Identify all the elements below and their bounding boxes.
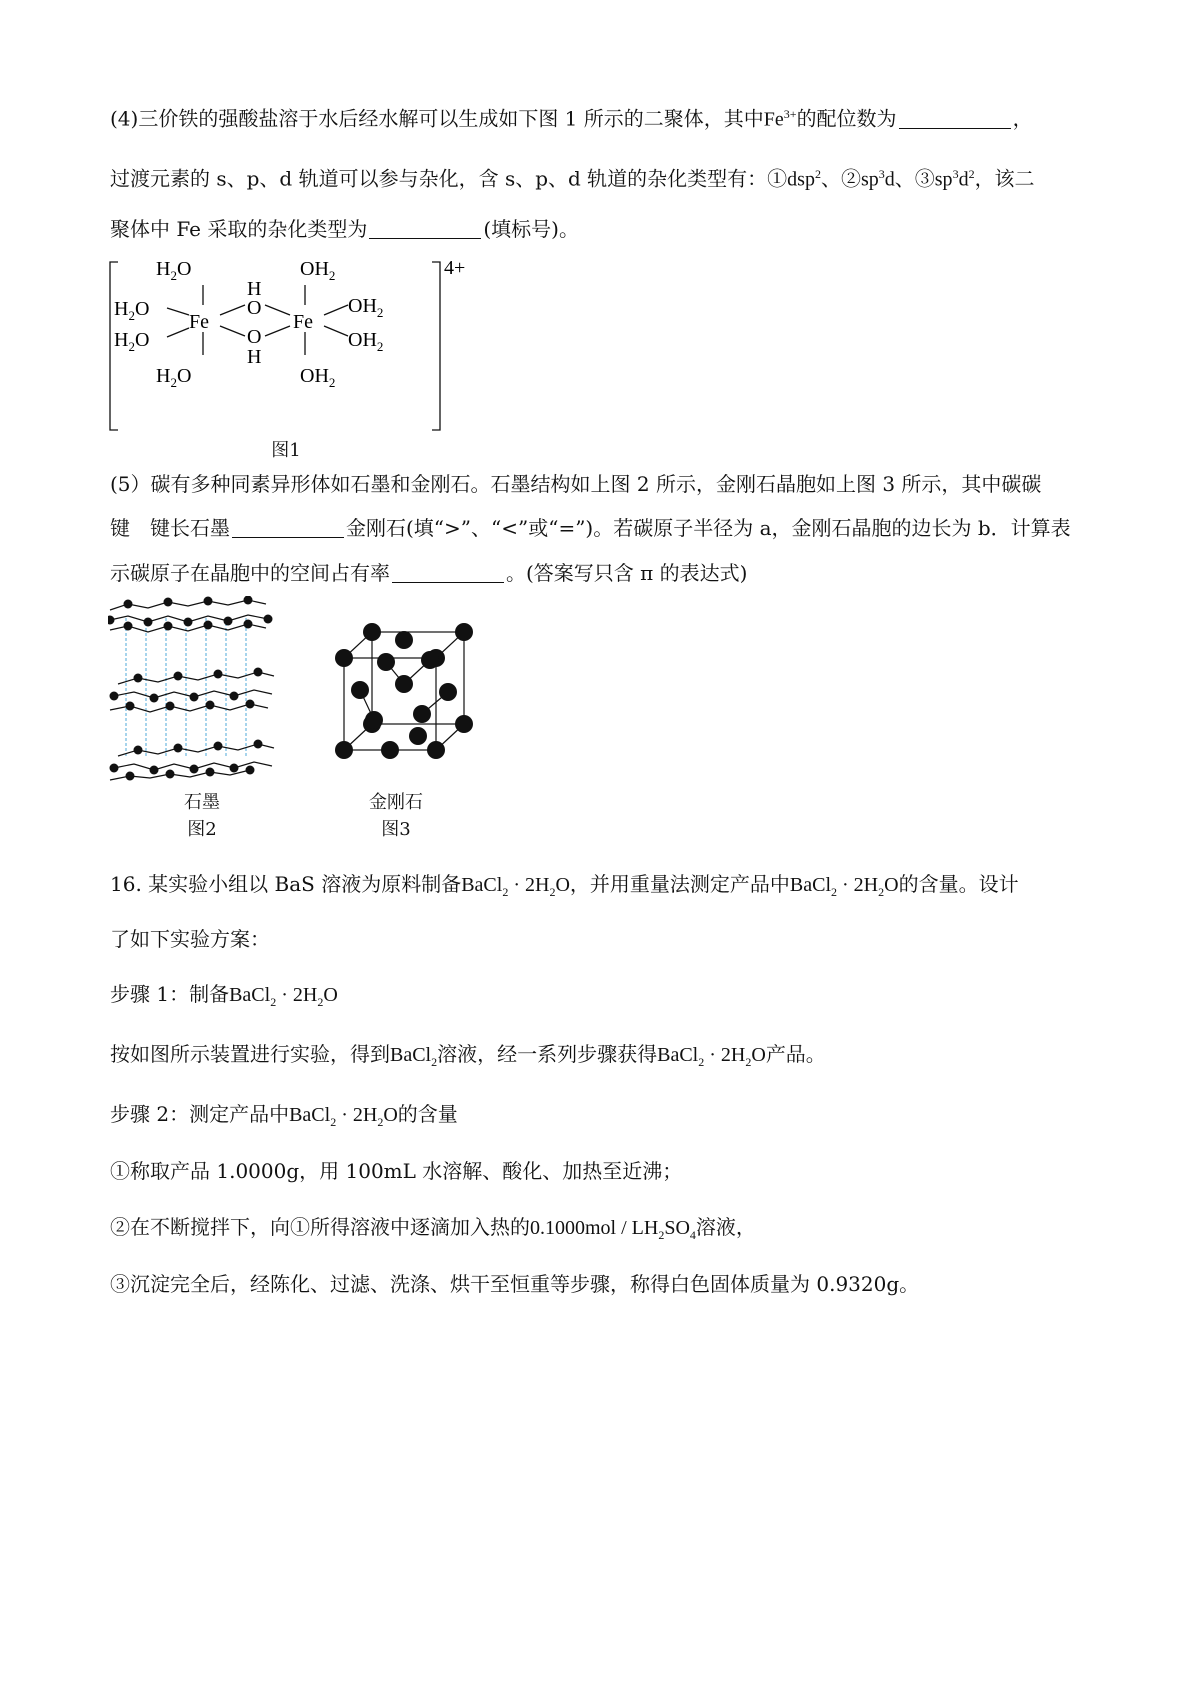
subscript: 2	[549, 885, 556, 899]
text: ，并用重量法测定产品中	[569, 872, 790, 896]
subscript: 2	[878, 885, 885, 899]
svg-text:OH2: $OH_2$	[348, 329, 384, 354]
q5-line2	[110, 514, 1071, 542]
text: 16. 某实验小组以 BaS 溶液为原料制备	[110, 872, 462, 896]
formula: BaCl	[289, 1104, 331, 1126]
svg-text:H2O: $H_2O$	[156, 365, 192, 390]
text: ，该二	[974, 166, 1035, 191]
q4-line3	[110, 215, 579, 243]
formula: Fe	[763, 108, 784, 131]
text: 键 键长石墨	[110, 516, 230, 540]
subscript: 2	[502, 885, 509, 899]
q16-line1	[110, 870, 1019, 906]
q16-item1	[110, 1157, 682, 1185]
figure-3-label: 金刚石	[369, 792, 423, 813]
text: ，	[1012, 106, 1033, 131]
formula: d	[958, 168, 969, 191]
answer-blank[interactable]	[232, 517, 344, 538]
figure-2-label: 石墨	[184, 792, 220, 813]
iron-label: Fe	[293, 311, 313, 333]
formula: BaCl	[461, 874, 503, 896]
subscript: 2	[431, 1055, 438, 1069]
figure-3-caption: 图3	[381, 819, 411, 840]
q16-item2	[110, 1213, 756, 1249]
oxygen-label: O	[247, 326, 262, 348]
q4-line1	[110, 100, 1033, 134]
q5-line1	[110, 470, 1041, 498]
formula: · 2H	[704, 1044, 746, 1066]
superscript: 3	[878, 167, 885, 181]
formula: O	[751, 1044, 766, 1066]
figure-2-graphite	[108, 596, 280, 781]
q16-procedure	[110, 1040, 826, 1076]
svg-text:H2O: $H_2O$	[114, 298, 150, 323]
superscript: 3+	[783, 107, 797, 121]
text: (5）碳有多种同素异形体如石墨和金刚石。石墨结构如上图 2 所示，金刚石晶胞如上图 3 所示，其中碳碳	[110, 472, 1042, 496]
formula: BaCl	[390, 1044, 432, 1066]
text: 按如图所示装置进行实验，得到	[110, 1042, 390, 1066]
text: 、②	[820, 166, 861, 191]
subscript: 2	[330, 1115, 337, 1129]
svg-text:OH2: $OH_2$	[348, 295, 384, 320]
formula: 0.1000mol / LH	[530, 1217, 659, 1239]
svg-text:H2O: $H_2O$	[114, 329, 150, 354]
subscript: 4	[689, 1228, 696, 1242]
formula: O	[884, 874, 899, 896]
text: 示碳原子在晶胞中的空间占有率	[110, 561, 390, 585]
subscript: 2	[698, 1055, 705, 1069]
formula: BaCl	[229, 984, 271, 1006]
formula: BaCl	[657, 1044, 699, 1066]
superscript: 2	[968, 167, 975, 181]
q16-step2	[110, 1100, 458, 1136]
text: 产品。	[765, 1042, 826, 1066]
text: ②在不断搅拌下，向①所得溶液中逐滴加入热的	[110, 1215, 530, 1239]
formula: SO	[664, 1217, 690, 1239]
subscript: 2	[658, 1228, 665, 1242]
answer-blank[interactable]	[392, 562, 504, 583]
superscript: 2	[814, 167, 821, 181]
formula: BaCl	[789, 874, 832, 896]
subscript: 2	[377, 1115, 384, 1129]
text: ①称取产品 1.0000g，用 100mL 水溶解、酸化、加热至近沸；	[110, 1159, 683, 1183]
formula: dsp	[787, 168, 815, 191]
q4-line2	[110, 160, 1035, 194]
subscript: 2	[745, 1055, 752, 1069]
svg-text:H2O: $H_2O$	[156, 260, 192, 283]
subscript: 2	[317, 995, 324, 1009]
superscript: 3	[952, 167, 959, 181]
text: 步骤 1：制备	[110, 982, 230, 1006]
svg-text:OH2: $OH_2$	[300, 365, 336, 390]
hydrogen-label: H	[247, 278, 262, 300]
formula: · 2H	[508, 874, 550, 896]
text: 、③	[894, 166, 935, 191]
text: 的配位数为	[796, 106, 897, 131]
text: 过渡元素的 s、p、d 轨道可以参与杂化，含 s、p、d 轨道的杂化类型有：①	[110, 166, 788, 191]
hydrogen-label: H	[247, 346, 262, 368]
text: 金刚石(填“>”、“<”或“=”)。若碳原子半径为 a，金刚石晶胞的边长为 b．计算表	[346, 516, 1071, 540]
formula: · 2H	[276, 984, 318, 1006]
figure-3-diamond	[330, 620, 480, 768]
svg-text:OH2: $OH_2$	[300, 260, 336, 283]
formula: sp	[860, 168, 879, 191]
formula: d	[884, 168, 895, 191]
formula: O	[555, 874, 570, 896]
text: 溶液，	[695, 1215, 756, 1239]
text: 了如下实验方案：	[110, 927, 270, 951]
subscript: 2	[831, 885, 838, 899]
q5-line3	[110, 559, 747, 587]
q16-item3	[110, 1270, 919, 1298]
text: (填标号)。	[483, 217, 579, 241]
text: (4)三价铁的强酸盐溶于水后经水解可以生成如下图 1 所示的二聚体，其中	[110, 106, 764, 131]
text: 步骤 2：测定产品中	[110, 1102, 290, 1126]
text: 的含量。设计	[898, 872, 1019, 896]
formula: · 2H	[837, 874, 879, 896]
text: 溶液，经一系列步骤获得	[437, 1042, 658, 1066]
text: ③沉淀完全后，经陈化、过滤、洗涤、烘干至恒重等步骤，称得白色固体质量为 0.9320g。	[110, 1272, 920, 1296]
q16-step1	[110, 980, 338, 1016]
formula: sp	[934, 168, 953, 191]
iron-label: Fe	[189, 311, 209, 333]
subscript: 2	[270, 995, 277, 1009]
oxygen-label: O	[247, 297, 262, 319]
formula: O	[323, 984, 338, 1006]
figure-1-caption: 图1	[271, 440, 301, 461]
text: 。(答案写只含 π 的表达式)	[506, 561, 748, 585]
formula: O	[383, 1104, 398, 1126]
figure-1-dimer	[100, 260, 480, 440]
formula: · 2H	[336, 1104, 378, 1126]
answer-blank[interactable]	[899, 108, 1011, 129]
charge-label: 4+	[444, 260, 466, 279]
text: 聚体中 Fe 采取的杂化类型为	[110, 217, 368, 241]
text: 的含量	[397, 1102, 458, 1126]
q16-line2	[110, 925, 270, 953]
figure-2-caption: 图2	[187, 819, 217, 840]
answer-blank[interactable]	[369, 218, 481, 239]
